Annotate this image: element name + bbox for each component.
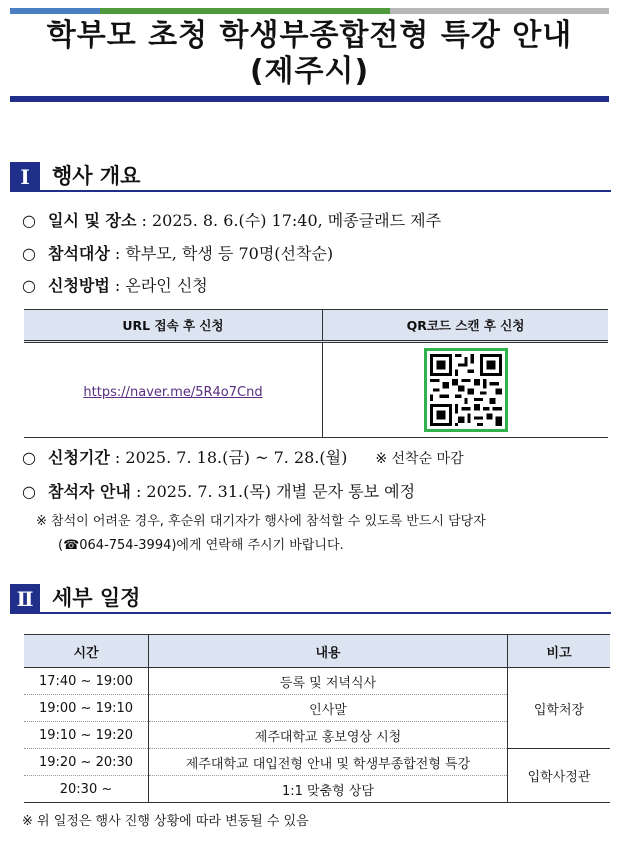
label: 참석자 안내: [48, 482, 131, 501]
bullet: ○: [22, 482, 36, 501]
schedule-remark: 입학처장: [508, 668, 611, 749]
schedule-table: [24, 634, 610, 803]
separator: :: [109, 448, 126, 467]
apply-header-url: URL 접속 후 신청: [24, 310, 323, 342]
schedule-content: 제주대학교 홍보영상 시청: [149, 722, 508, 749]
value: 학부모, 학생 등 70명(선착순): [125, 244, 334, 263]
top-bar-gray: [390, 8, 609, 14]
title-line2: (제주시): [249, 54, 370, 89]
attendee-notice: [22, 481, 415, 503]
schedule-time: 19:00 ~ 19:10: [24, 695, 149, 722]
apply-url-link[interactable]: https://naver.me/5R4o7Cnd: [83, 384, 263, 400]
value: 온라인 신청: [125, 276, 208, 295]
qr-code-icon: [424, 348, 508, 432]
schedule-header-remark: 비고: [508, 635, 611, 668]
section-title: 세부 일정: [52, 586, 141, 610]
apply-header-qr: QR코드 스캔 후 신청: [323, 310, 609, 342]
schedule-time: 20:30 ~: [24, 776, 149, 803]
value: 2025. 7. 31.(목) 개별 문자 통보 예정: [146, 482, 416, 501]
section-number: Ⅱ: [10, 584, 40, 614]
title-line1: 학부모 초청 학생부종합전형 특강 안내: [46, 18, 573, 53]
section-rule: [40, 190, 611, 192]
bullet: ○: [22, 448, 36, 467]
section-number: Ⅰ: [10, 162, 40, 192]
table-row: [24, 749, 610, 776]
apply-method-table: [24, 309, 608, 438]
notice-sub-line1: ※ 참석이 어려운 경우, 후순위 대기자가 행사에 참석할 수 있도록 반드시 담당자: [36, 514, 486, 529]
overview-target: [22, 243, 333, 265]
first-come-note: ※ 선착순 마감: [375, 451, 464, 467]
separator: :: [109, 244, 126, 263]
value: 2025. 8. 6.(수) 17:40, 메종글래드 제주: [151, 211, 442, 230]
schedule-content: 제주대학교 대입전형 안내 및 학생부종합전형 특강: [149, 749, 508, 776]
page-title: [10, 18, 609, 90]
schedule-header-time: 시간: [24, 635, 149, 668]
application-period: [22, 447, 464, 470]
top-bar-blue: [10, 8, 100, 14]
overview-date-place: [22, 210, 441, 232]
schedule-content: 인사말: [149, 695, 508, 722]
overview-method: [22, 275, 208, 297]
value: 2025. 7. 18.(금) ~ 7. 28.(월): [125, 448, 348, 467]
section-heading-schedule: [10, 584, 611, 614]
apply-qr-cell: [323, 342, 609, 438]
label: 신청방법: [48, 276, 110, 295]
top-bar-green: [100, 8, 390, 14]
top-color-bar: [10, 8, 609, 14]
schedule-content: 1:1 맞춤형 상담: [149, 776, 508, 803]
schedule-footnote: ※ 위 일정은 행사 진행 상황에 따라 변동될 수 있음: [22, 814, 309, 829]
apply-url-cell: [24, 342, 323, 438]
section-title: 행사 개요: [52, 164, 141, 188]
bullet: ○: [22, 244, 36, 263]
schedule-remark: 입학사정관: [508, 749, 611, 803]
schedule-time: 17:40 ~ 19:00: [24, 668, 149, 695]
label: 신청기간: [48, 448, 110, 467]
bullet: ○: [22, 276, 36, 295]
separator: :: [130, 482, 147, 501]
section-heading-overview: [10, 162, 611, 192]
separator: :: [109, 276, 126, 295]
title-underline: [10, 96, 609, 102]
separator: :: [136, 211, 152, 230]
table-row: [24, 668, 610, 695]
section-rule: [40, 612, 611, 614]
schedule-time: 19:20 ~ 20:30: [24, 749, 149, 776]
label: 일시 및 장소: [48, 211, 137, 230]
bullet: ○: [22, 211, 36, 230]
schedule-content: 등록 및 저녁식사: [149, 668, 508, 695]
notice-sub-line2: (☎064-754-3994)에게 연락해 주시기 바랍니다.: [58, 538, 344, 553]
label: 참석대상: [48, 244, 110, 263]
schedule-header-content: 내용: [149, 635, 508, 668]
schedule-time: 19:10 ~ 19:20: [24, 722, 149, 749]
